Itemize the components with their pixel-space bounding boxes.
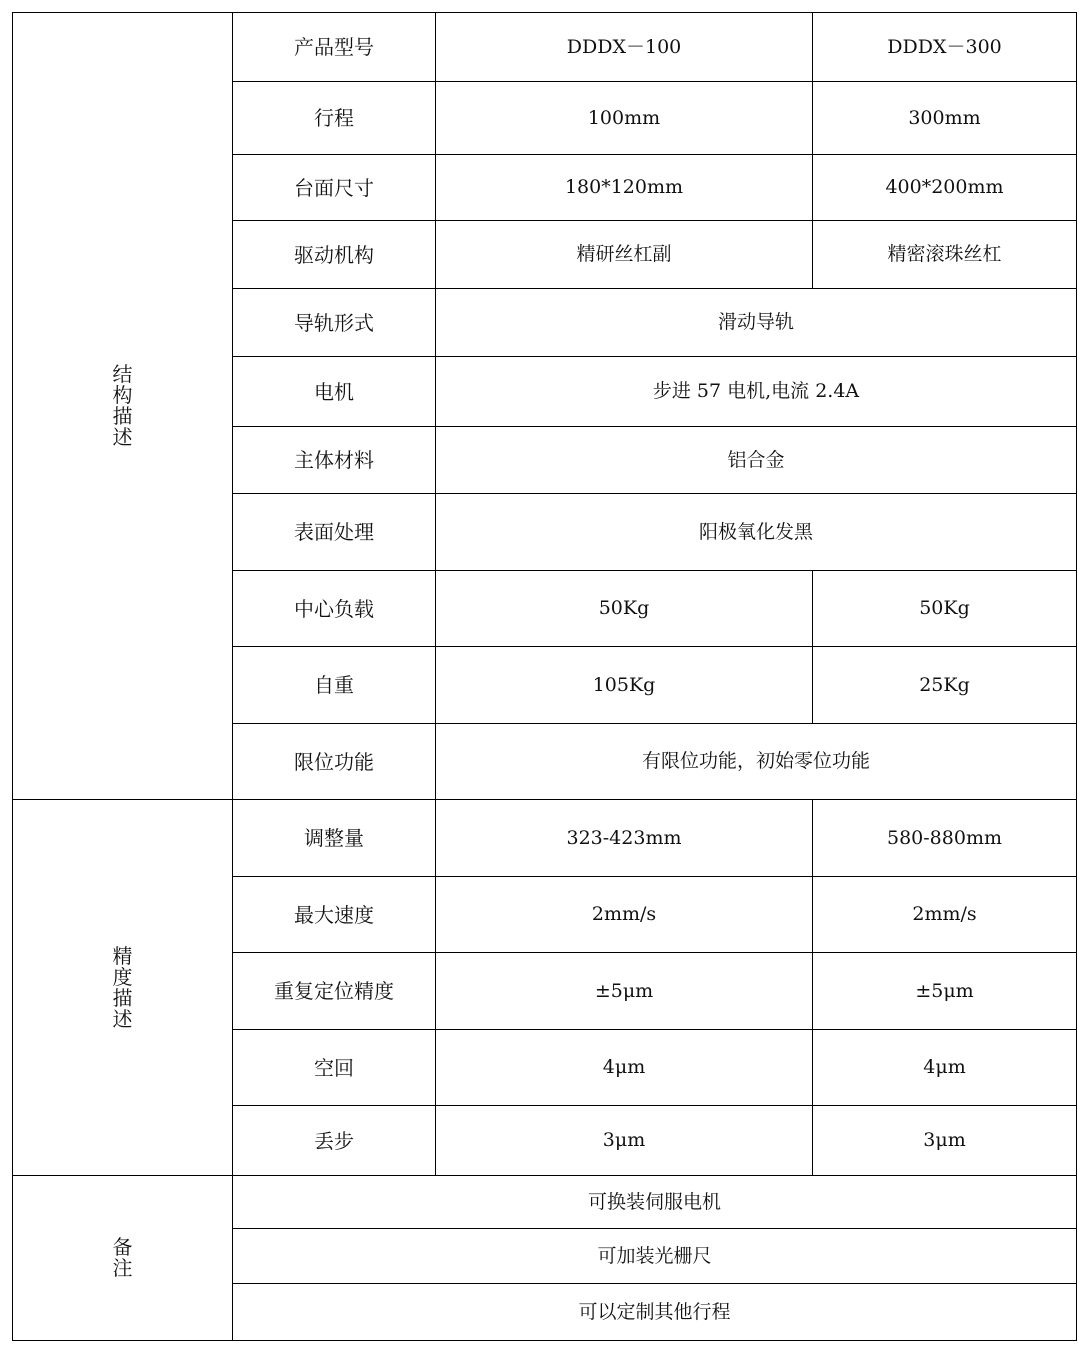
model-b-cell: DDDX－300 [813,13,1077,82]
section-remarks: 备注 [13,1176,233,1341]
table-row [13,800,1077,877]
row-label-lost-step: 丢步 [233,1106,436,1176]
repeat-b-cell: ±5μm [813,953,1077,1030]
center-load-b-cell: 50Kg [813,571,1077,647]
row-label-material: 主体材料 [233,427,436,494]
row-label-repeat: 重复定位精度 [233,953,436,1030]
guide-value-cell: 滑动导轨 [436,289,1077,357]
section-precision: 精度描述 [13,800,233,1176]
table-row [13,1176,1077,1229]
drive-a-cell: 精研丝杠副 [436,221,813,289]
remark-item: 可加装光栅尺 [233,1229,1077,1284]
row-label-adjust: 调整量 [233,800,436,877]
lost-step-a-cell: 3μm [436,1106,813,1176]
row-label-max-speed: 最大速度 [233,877,436,953]
table-size-a-cell: 180*120mm [436,155,813,221]
table-row [13,13,1077,82]
row-label-center-load: 中心负载 [233,571,436,647]
limit-value-cell: 有限位功能，初始零位功能 [436,724,1077,800]
self-weight-a-cell: 105Kg [436,647,813,724]
self-weight-b-cell: 25Kg [813,647,1077,724]
row-label-surface: 表面处理 [233,494,436,571]
adjust-a-cell: 323-423mm [436,800,813,877]
backlash-b-cell: 4μm [813,1030,1077,1106]
adjust-b-cell: 580-880mm [813,800,1077,877]
repeat-a-cell: ±5μm [436,953,813,1030]
row-label-model: 产品型号 [233,13,436,82]
backlash-a-cell: 4μm [436,1030,813,1106]
surface-value-cell: 阳极氧化发黑 [436,494,1077,571]
row-label-backlash: 空回 [233,1030,436,1106]
remark-item: 可以定制其他行程 [233,1284,1077,1341]
max-speed-b-cell: 2mm/s [813,877,1077,953]
stroke-a-cell: 100mm [436,82,813,155]
row-label-motor: 电机 [233,357,436,427]
row-label-self-weight: 自重 [233,647,436,724]
row-label-limit: 限位功能 [233,724,436,800]
row-label-guide: 导轨形式 [233,289,436,357]
row-label-table-size: 台面尺寸 [233,155,436,221]
max-speed-a-cell: 2mm/s [436,877,813,953]
remark-item: 可换装伺服电机 [233,1176,1077,1229]
table-size-b-cell: 400*200mm [813,155,1077,221]
drive-b-cell: 精密滚珠丝杠 [813,221,1077,289]
stroke-b-cell: 300mm [813,82,1077,155]
motor-value-cell: 步进 57 电机,电流 2.4A [436,357,1077,427]
spec-table [12,12,1077,1341]
material-value-cell: 铝合金 [436,427,1077,494]
section-structure: 结构描述 [13,13,233,800]
row-label-drive: 驱动机构 [233,221,436,289]
model-a-cell: DDDX－100 [436,13,813,82]
center-load-a-cell: 50Kg [436,571,813,647]
lost-step-b-cell: 3μm [813,1106,1077,1176]
row-label-stroke: 行程 [233,82,436,155]
